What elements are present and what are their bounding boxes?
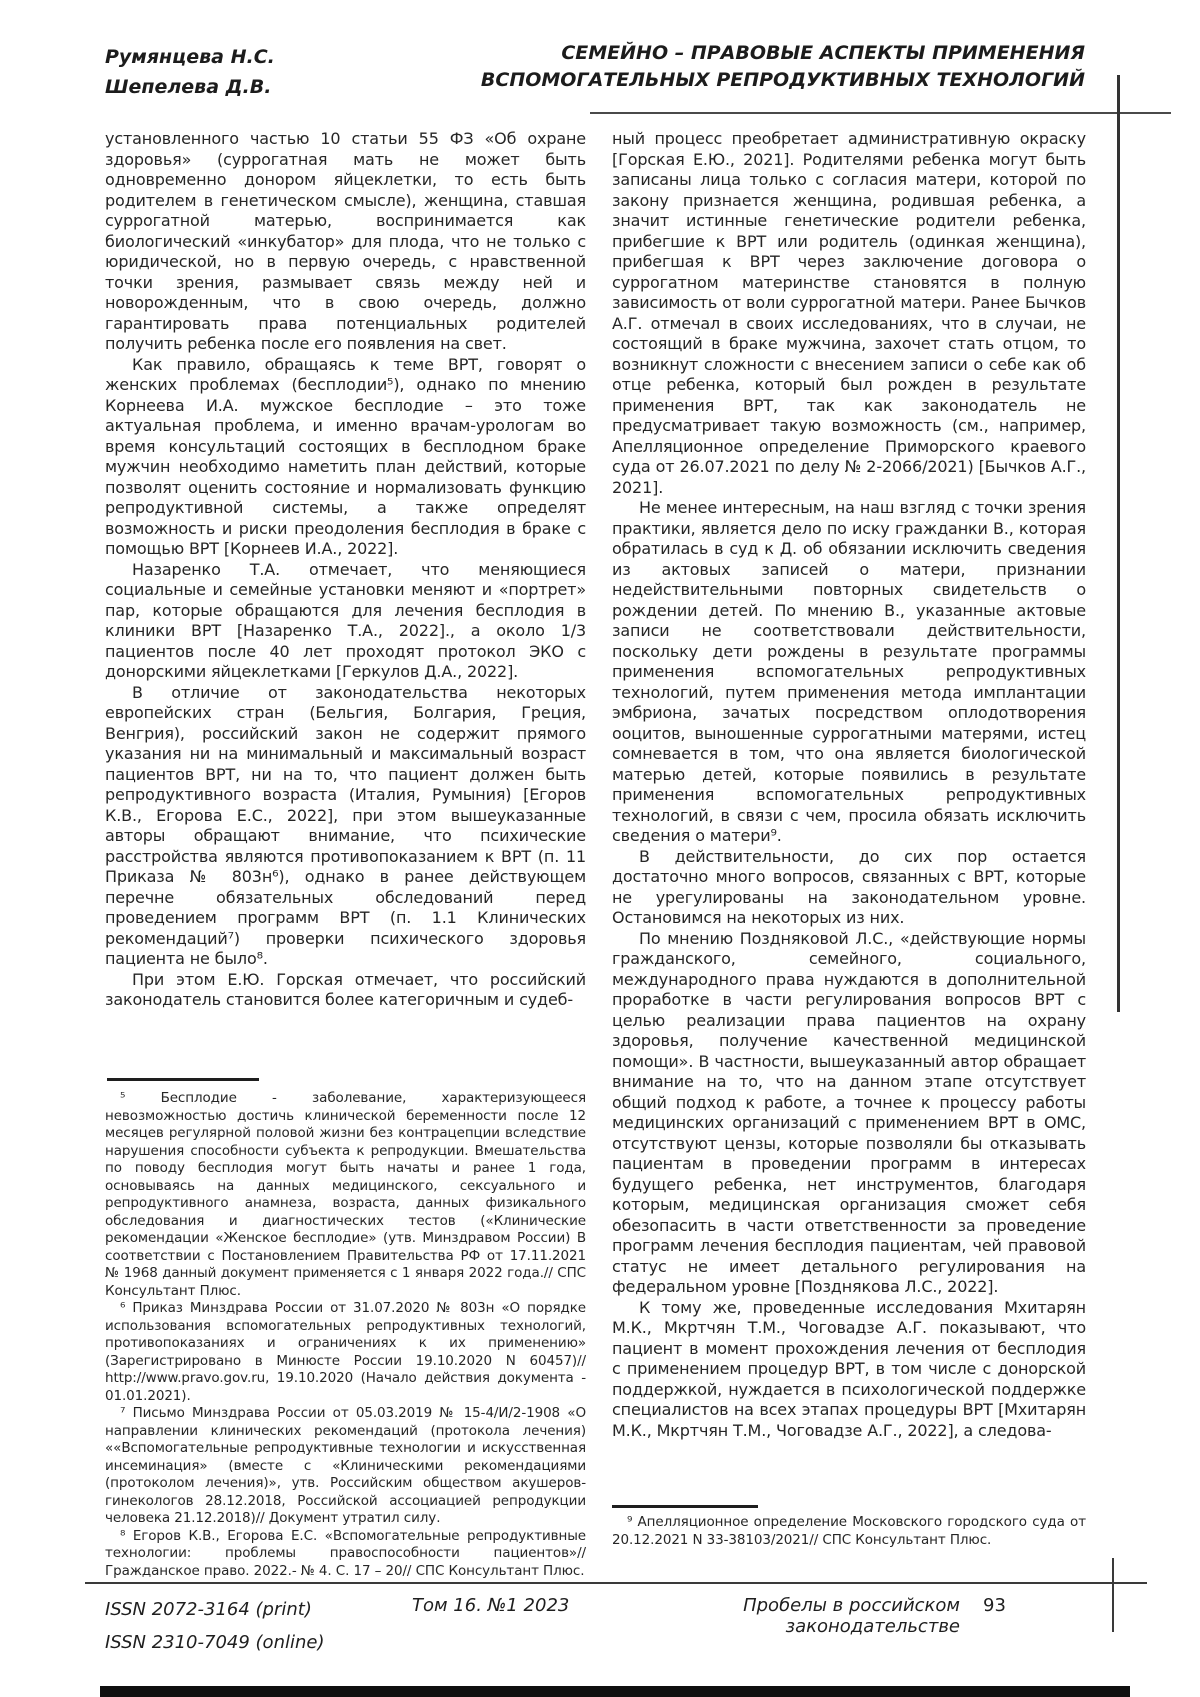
right-column-text bbox=[612, 129, 1086, 1501]
footer-journal: Пробелы в российском законодательстве bbox=[743, 1595, 960, 1637]
body-paragraph: установленного частью 10 статьи 55 ФЗ «Об охране здоровья» (суррогатная мать не может быть одновременно донором яйцеклетки, то есть быть родителем в генетическом смысле), женщина, ставшая суррогатной матерью, воспринимается как биологический «инкубатор» для плода, что не только с юридической, но в первую очередь, с нравственной точки зрения, размывает связь между ней и новорожденным, что в свою очередь, должно гарантировать права потенциальных родителей получить ребенка после его появления на свет. bbox=[105, 129, 586, 353]
header-authors bbox=[105, 42, 275, 102]
author-name: Шепелева Д.В. bbox=[105, 76, 272, 98]
body-paragraph: По мнению Поздняковой Л.С., «действующие нормы гражданского, семейного, социального, международного права нуждаются в дополнительной проработке в части регулирования вопросов ВРТ с целью реализации права пациентов на охрану здоровья, получение качественной медицинской помощи». В частности, вышеуказанный автор обращает внимание на то, что на данном этапе отсутствует общий подход к работе, а точнее к процессу работы медицинских организаций с применением ВРТ в ОМС, отсутствуют цензы, которые позволяли бы отказывать пациентам в проведении программ в интересах будущего ребенка, нет инструментов, благодаря которым, медицинская организация сможет себя обезопасить в части ответственности за проведение программ лечения бесплодия пациентам, чей правовой статус не имеет детального регулирования на федеральном уровне [Позднякова Л.С., 2022]. bbox=[612, 928, 1086, 1296]
body-paragraph: Назаренко Т.А. отмечает, что меняющиеся социальные и семейные установки меняют и «портрет» пар, которые обращаются для лечения бесплодия в клиники ВРТ [Назаренко Т.А., 2022]., а около 1/3 пациентов после 40 лет проходят протокол ЭКО с донорскими яйцеклетками [Геркулов Д.А., 2022]. bbox=[105, 559, 586, 681]
scan-artifact-line-right bbox=[1117, 75, 1120, 1012]
footnote: ⁸ Егоров К.В., Егорова Е.С. «Вспомогательные репродуктивные технологии: проблемы правоспособности пациентов»// Гражданское право. 2022.- № 4. С. 17 – 20// СПС Консультант Плюс. bbox=[105, 1527, 586, 1579]
footer-volume: Том 16. №1 2023 bbox=[412, 1595, 570, 1616]
scan-artifact-bar-bottom bbox=[100, 1686, 1130, 1697]
footer-issn bbox=[105, 1593, 325, 1659]
author-name: Румянцева Н.С. bbox=[105, 46, 275, 68]
right-column-footnotes bbox=[612, 1514, 1086, 1549]
body-paragraph: К тому же, проведенные исследования Мхитарян М.К., Мкртчян Т.М., Чоговадзе А.Г. показывают, что пациент в момент прохождения лечения от бесплодия с применением процедур ВРТ, в том числе с донорской поддержкой, нуждается в психологической поддержке специалистов на всех этапах процедуры ВРТ [Мхитарян М.К., Мкртчян Т.М., Чоговадзе А.Г., 2022], а следова- bbox=[612, 1297, 1086, 1440]
column-left bbox=[105, 129, 586, 1580]
footer-corner-line bbox=[1112, 1558, 1114, 1632]
footnote: ⁹ Апелляционное определение Московского городского суда от 20.12.2021 N 33-38103/2021// СПС Консультант Плюс. bbox=[612, 1514, 1086, 1548]
footnote: ⁶ Приказ Минздрава России от 31.07.2020 № 803н «О порядке использования вспомогательных репродуктивных технологий, противопоказаниях и ограничениях к их применению» (Зарегистрировано в Минюсте России 19.10.2020 N 60457)// http://www.pravo.gov.ru, 19.10.2020 (Начало действия документа - 01.01.2021). bbox=[105, 1300, 586, 1404]
footnote: ⁷ Письмо Минздрава России от 05.03.2019 № 15-4/И/2-1908 «О направлении клинических рекомендаций (протокола лечения) ««Вспомогательные репродуктивные технологии и искусственная инсеминация» (вместе с «Клиническими рекомендациями (протоколом лечения)», утв. Российским обществом акушеров-гинекологов 28.12.2018, Российской ассоциацией репродукции человека 21.12.2018)// Документ утратил силу. bbox=[105, 1405, 586, 1526]
left-column-footnotes bbox=[105, 1090, 586, 1580]
footnote: ⁵ Бесплодие - заболевание, характеризующееся невозможностью достичь клинической беременности после 12 месяцев регулярной половой жизни без контрацепции вследствие нарушения способности субъекта к репродукции. Вмешательства по поводу бесплодия могут быть начаты и ранее 1 года, основываясь на данных медицинского, сексуального и репродуктивного анамнеза, возраста, данных физикального обследования и диагностических тестов («Клинические рекомендации «Женское бесплодие» (утв. Минздравом России) В соответствии с Постановлением Правительства РФ от 17.11.2021 № 1968 данный документ применяется с 1 января 2022 года.// СПС Консультант Плюс. bbox=[105, 1090, 586, 1299]
column-right bbox=[612, 129, 1086, 1549]
footnote-rule-left bbox=[107, 1078, 259, 1081]
issn-print: ISSN 2072-3164 (print) bbox=[105, 1599, 312, 1620]
header-rule bbox=[590, 112, 1171, 114]
title-line: СЕМЕЙНО – ПРАВОВЫЕ АСПЕКТЫ ПРИМЕНЕНИЯ bbox=[561, 42, 1085, 64]
body-paragraph: В отличие от законодательства некоторых европейских стран (Бельгия, Болгария, Греция, Венгрия), российский закон не содержит прямого указания ни на минимальный и максимальный возраст пациентов ВРТ, ни на то, что пациент должен быть репродуктивного возраста (Италия, Румыния) [Егоров К.В., Егорова Е.С., 2022], при этом вышеуказанные авторы обращают внимание, что психические расстройства являются противопоказанием к ВРТ (п. 11 Приказа № 803н⁶), однако в ранее действующем перечне обязательных обследований перед проведением программ ВРТ (п. 1.1 Клинических рекомендаций⁷) проверки психического здоровья пациента не было⁸. bbox=[105, 682, 586, 968]
footer-rule bbox=[85, 1582, 1147, 1584]
body-paragraph: В действительности, до сих пор остается достаточно много вопросов, связанных с ВРТ, которые не урегулированы на законодательном уровне. Остановимся на некоторых из них. bbox=[612, 846, 1086, 927]
issn-online: ISSN 2310-7049 (online) bbox=[105, 1632, 325, 1653]
body-paragraph: ный процесс преобретает административную окраску [Горская Е.Ю., 2021]. Родителями ребенка могут быть записаны лица только с согласия матери, которой по закону признается женщина, родившая ребенка, а значит истинные генетические родители ребенка, прибегшие к ВРТ или родитель (одинкая женщина), прибегшая к ВРТ через заключение договора о суррогатном материнстве становятся в полную зависимость от воли суррогатной матери. Ранее Бычков А.Г. отмечал в своих исследованиях, что в случаи, не состоящий в браке мужчина, захочет стать отцом, то возникнут сложности с внесением записи о себе как об отце ребенка, который был рожден в результате применения ВРТ, так как законодатель не предусматривает такую возможность (см., например, Апелляционное определение Приморского краевого суда от 26.07.2021 по делу № 2-2066/2021) [Бычков А.Г., 2021]. bbox=[612, 129, 1086, 497]
body-paragraph: Не менее интересным, на наш взгляд с точки зрения практики, является дело по иску гражданки В., которая обратилась в суд к Д. об обязании исключить сведения из актовых записей о матери, признании недействительными повторных свидетельств о рождении детей. По мнению В., указанные актовые записи не соответствовали действительности, поскольку дети рождены в результате программы применения вспомогательных репродуктивных технологий, путем применения метода имплантации эмбриона, зачатых посредством оплодотворения ооцитов, выношенные суррогатными матерями, истец сомневается в том, что она является биологической матерью детей, которые появились в результате применения вспомогательных репродуктивных технологий, в связи с чем, просила обязать исключить сведения о матери⁹. bbox=[612, 498, 1086, 845]
page-number: 93 bbox=[983, 1595, 1006, 1616]
body-paragraph: Как правило, обращаясь к теме ВРТ, говорят о женских проблемах (бесплодии⁵), однако по мнению Корнеева И.А. мужское бесплодие – это тоже актуальная проблема, и именно врачам-урологам во время консультаций состоящих в бесплодном браке мужчин необходимо наметить план действий, которые позволят оценить состояние и нормализовать функцию репродуктивной системы, а также определят возможность и риски преодоления бесплодия в браке с помощью ВРТ [Корнеев И.А., 2022]. bbox=[105, 354, 586, 558]
title-line: ВСПОМОГАТЕЛЬНЫХ РЕПРОДУКТИВНЫХ ТЕХНОЛОГИЙ bbox=[480, 69, 1085, 91]
footnote-rule-right bbox=[612, 1505, 758, 1508]
body-paragraph: При этом Е.Ю. Горская отмечает, что российский законодатель становится более категоричным и судеб- bbox=[105, 969, 586, 1009]
header-title bbox=[380, 40, 1085, 94]
left-column-text bbox=[105, 129, 586, 1069]
